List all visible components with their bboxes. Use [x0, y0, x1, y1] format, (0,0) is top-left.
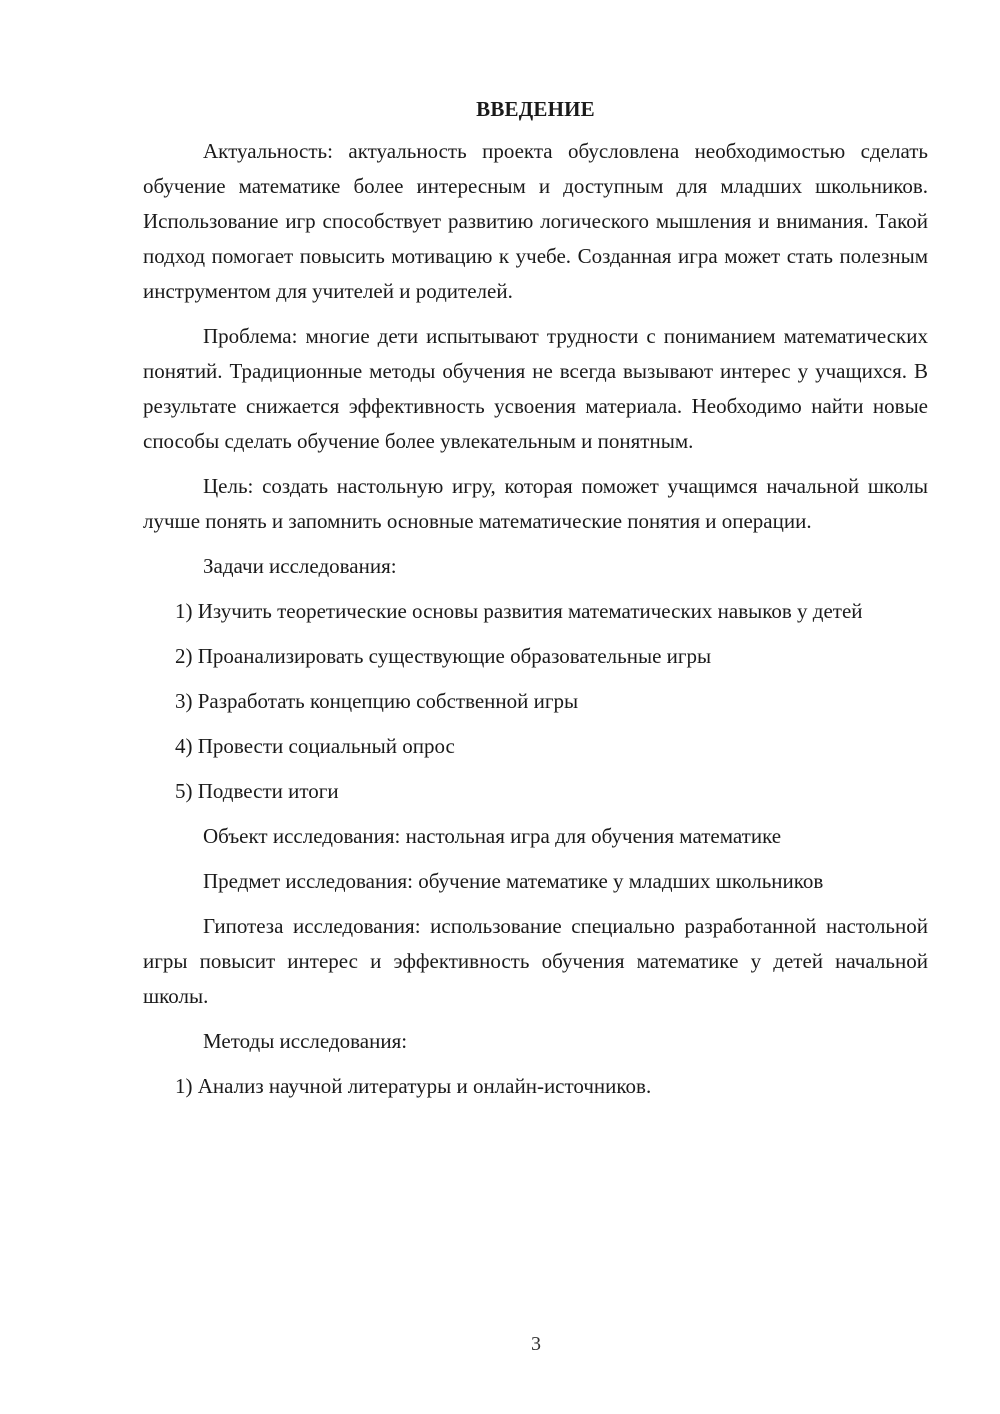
tasks-heading: Задачи исследования:: [203, 554, 397, 578]
task-item: 3) Разработать концепцию собственной игры: [175, 689, 579, 713]
hypothesis-paragraph: Гипотеза исследования: использование специально разработанной настольной игры повысит интерес и эффективность обучения математике у детей начальной школы.: [143, 914, 928, 1008]
methods-heading: Методы исследования:: [203, 1029, 408, 1053]
problem-paragraph: Проблема: многие дети испытывают трудности с пониманием математических понятий. Традиционные методы обучения не всегда вызывают интерес у учащихся. В результате снижается эффективность усвоения материала. Необходимо найти новые способы сделать обучение более увлекательным и понятным.: [143, 324, 928, 453]
subject-paragraph: Предмет исследования: обучение математике у младших школьников: [203, 869, 824, 893]
section-title: ВВЕДЕНИЕ: [476, 97, 595, 121]
page-number: 3: [531, 1333, 541, 1355]
task-item: 2) Проанализировать существующие образовательные игры: [175, 644, 712, 668]
task-item: 5) Подвести итоги: [175, 779, 339, 803]
task-item: 1) Изучить теоретические основы развития математических навыков у детей: [175, 599, 863, 623]
document-page: [143, 92, 928, 1114]
method-item: 1) Анализ научной литературы и онлайн-источников.: [175, 1074, 652, 1098]
task-item: 4) Провести социальный опрос: [175, 734, 455, 758]
goal-paragraph: Цель: создать настольную игру, которая поможет учащимся начальной школы лучше понять и запомнить основные математические понятия и операции.: [143, 474, 928, 533]
relevance-paragraph: Актуальность: актуальность проекта обусловлена необходимостью сделать обучение математике более интересным и доступным для младших школьников. Использование игр способствует развитию логического мышления и внимания. Такой подход помогает повысить мотивацию к учебе. Созданная игра может стать полезным инструментом для учителей и родителей.: [143, 139, 928, 303]
object-paragraph: Объект исследования: настольная игра для обучения математике: [203, 824, 782, 848]
